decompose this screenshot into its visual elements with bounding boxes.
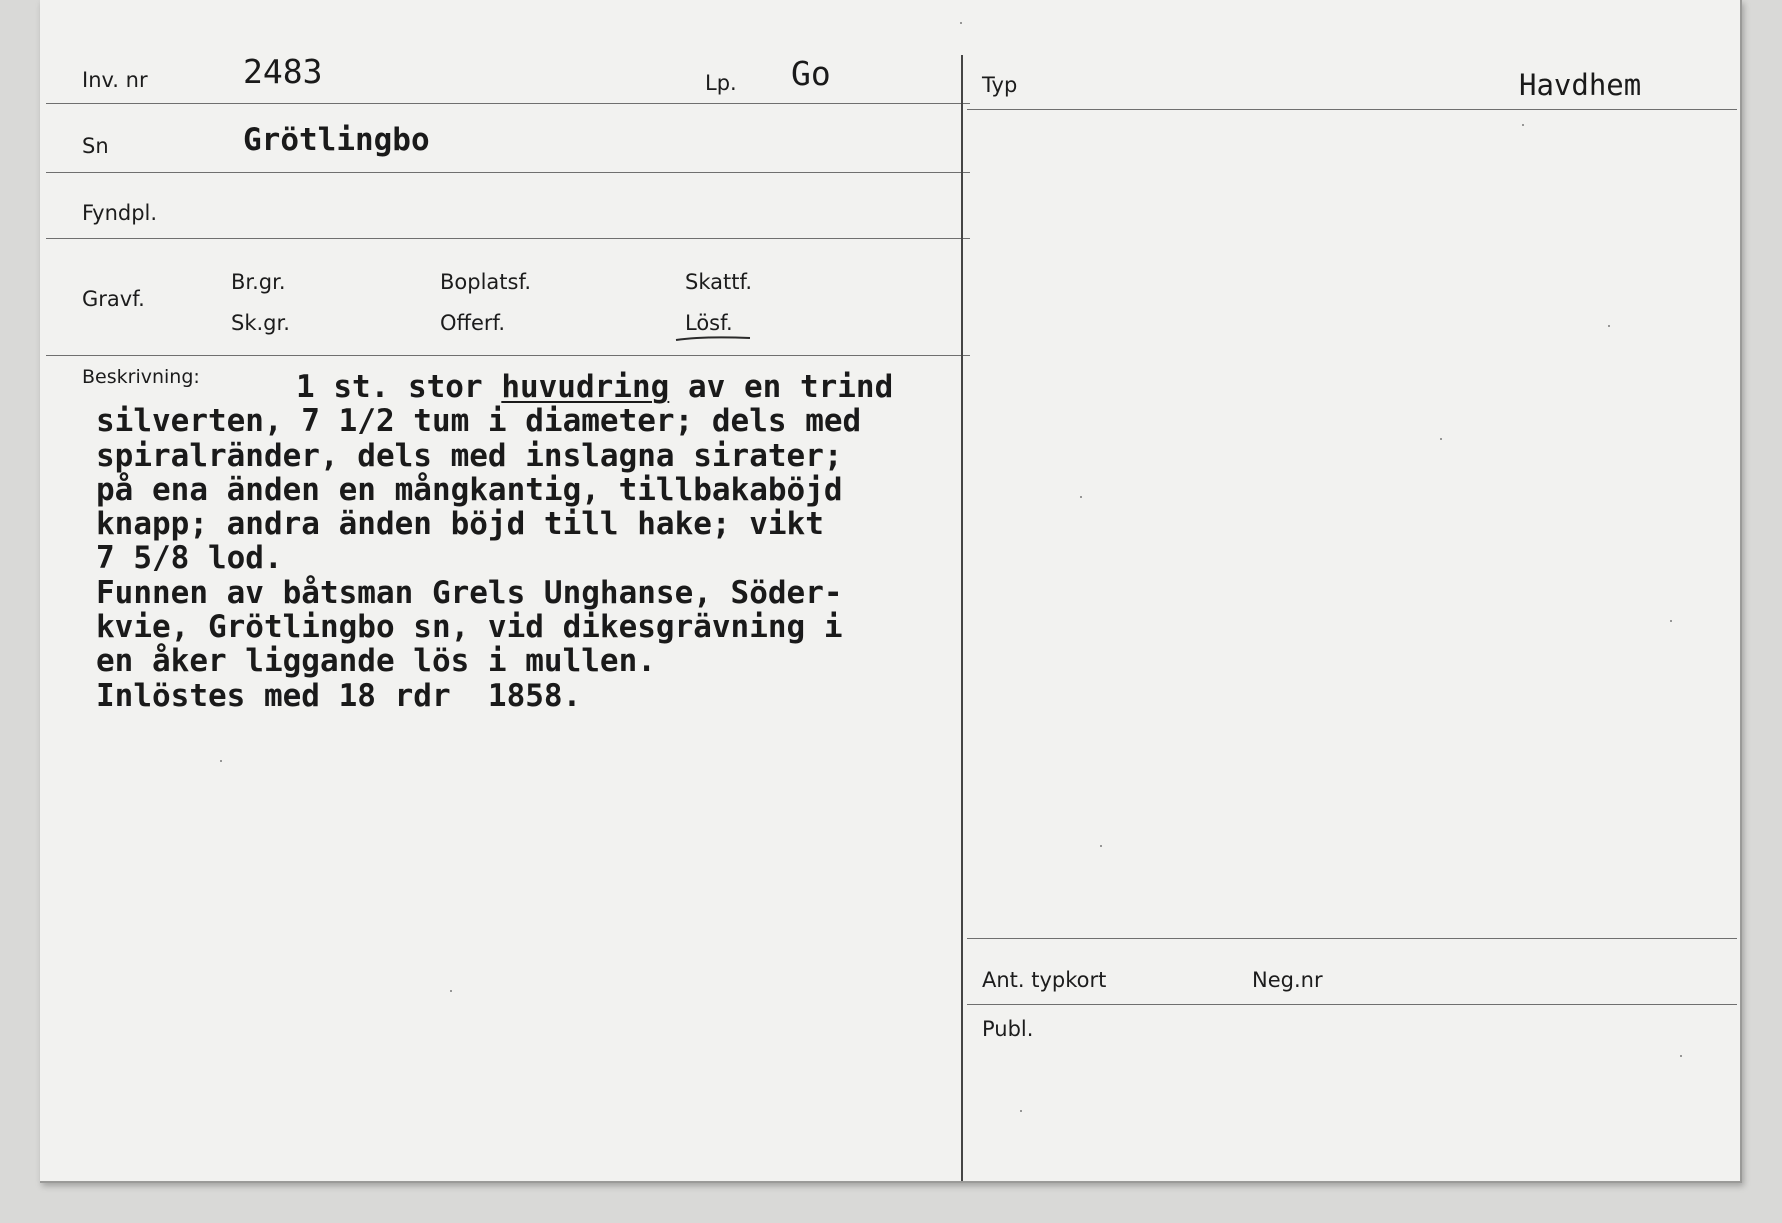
paper-speck: [1100, 845, 1102, 847]
description-text: [96, 370, 996, 713]
rule-line: [46, 172, 970, 173]
paper-speck: [1680, 1055, 1682, 1057]
fyndpl-label: Fyndpl.: [82, 201, 158, 225]
rule-line: [967, 109, 1737, 110]
paper-speck: [1608, 325, 1610, 327]
lp-label: Lp.: [705, 71, 737, 95]
paper-speck: [1440, 438, 1442, 440]
paper-speck: [1020, 1110, 1022, 1112]
neg-nr-label: Neg.nr: [1252, 968, 1323, 992]
offerf-label: Offerf.: [440, 311, 506, 335]
description-line: spiralränder, dels med inslagna sirater;: [96, 437, 843, 474]
paper-speck: [1670, 620, 1672, 622]
description-line: på ena änden en mångkantig, tillbakaböjd: [96, 471, 843, 508]
sn-value: Grötlingbo: [243, 122, 430, 158]
gravf-label: Gravf.: [82, 287, 145, 311]
description-line: Inlöstes med 18 rdr 1858.: [96, 677, 582, 714]
paper-speck: [1080, 496, 1082, 498]
lp-value: Go: [791, 54, 831, 93]
paper-speck: [1522, 124, 1524, 126]
skattf-label: Skattf.: [685, 270, 752, 294]
beskrivning-label: Beskrivning:: [82, 366, 200, 388]
inv-nr-value: 2483: [243, 52, 323, 91]
description-line: 1 st. stor huvudring av en trind: [296, 369, 894, 405]
boplatsf-label: Boplatsf.: [440, 270, 532, 294]
publ-label: Publ.: [982, 1017, 1034, 1041]
rule-line: [46, 238, 970, 239]
paper-speck: [450, 990, 452, 992]
description-line: kvie, Grötlingbo sn, vid dikesgrävning i: [96, 609, 843, 646]
description-line: Funnen av båtsman Grels Unghanse, Söder-: [96, 574, 843, 611]
description-line: knapp; andra änden böjd till hake; vikt: [96, 506, 824, 543]
losf-label: Lösf.: [685, 311, 733, 335]
paper-speck: [220, 760, 222, 762]
rule-line: [46, 103, 970, 104]
losf-underline-mark: [674, 333, 754, 343]
description-line: silverten, 7 1/2 tum i diameter; dels med: [96, 403, 862, 440]
paper-speck: [960, 22, 962, 24]
rule-line: [46, 355, 970, 356]
sn-label: Sn: [82, 134, 109, 158]
rule-line: [967, 1004, 1737, 1005]
inv-nr-label: Inv. nr: [82, 68, 148, 92]
typ-label: Typ: [982, 73, 1018, 97]
sk-gr-label: Sk.gr.: [231, 311, 290, 335]
typ-value: Havdhem: [1519, 68, 1642, 102]
description-line: 7 5/8 lod.: [96, 540, 283, 577]
br-gr-label: Br.gr.: [231, 270, 286, 294]
catalog-card: [40, 0, 1742, 1183]
rule-line: [967, 938, 1737, 939]
underlined-word: huvudring: [501, 369, 670, 405]
ant-typkort-label: Ant. typkort: [982, 968, 1107, 992]
description-line: en åker liggande lös i mullen.: [96, 643, 656, 680]
